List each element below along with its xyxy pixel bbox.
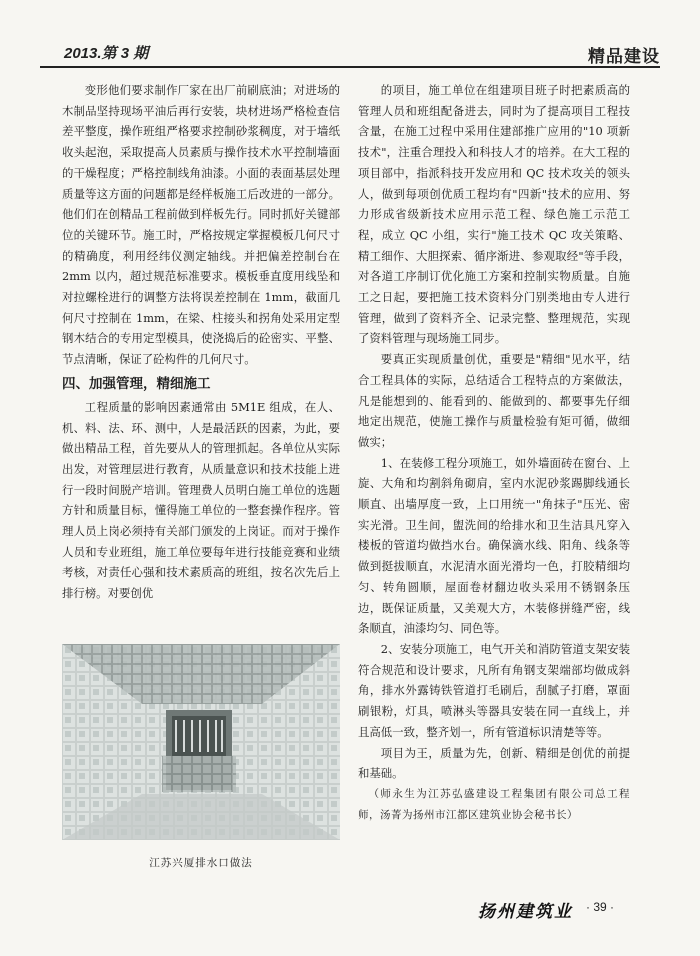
page-number: · 39 · [586, 900, 615, 914]
issue-label: 2013.第 3 期 [64, 45, 149, 62]
drain-photo [62, 644, 340, 840]
paragraph: 项目为王，质量为先，创新、精细是创优的前提和基础。 [358, 745, 630, 781]
paragraph: 要真正实现质量创优，重要是"精细"见水平，结合工程具体的实际，总结适合工程特点的方案做法，凡是能想到的、能看到的、能做到的、都要事先仔细地定出规范，使施工操作与质量检验有矩可循，做细做实； [358, 352, 630, 449]
left-column [62, 80, 340, 604]
drain-photo-image [62, 644, 340, 840]
section-title: 精品建设 [588, 47, 660, 67]
section-heading: 四、加强管理，精细施工 [62, 375, 211, 392]
paragraph: 工程质量的影响因素通常由 5M1E 组成，在人、机、料、法、环、测中，人是最活跃的因素，为此，要做出精品工程，首先要从人的管理抓起。各单位从实际出发，对管理层进行教育，从质量意识和技术技能上进行一段时间脱产培训。管理费人员明白施工单位的选题方针和质量目标，懂得施工单位的一整套操作程序。管理人员上岗必须持有关部门颁发的上岗证。而对于操作人员和专业班组，施工单位要每年进行技能竞赛和业绩考核，对责任心强和技术素质高的班组，按名次先后上排行榜。对要创优 [62, 399, 340, 601]
page-footer [478, 897, 638, 921]
paragraph: 1、在装修工程分项施工，如外墙面砖在窗台、上旋、大角和均割斜角砌肩，室内水泥砂浆踢脚线通长顺直、出墙厚度一致，上口用统一"角抹子"压光、密实光滑。卫生间，盥洗间的给排水和卫生洁具凡穿入楼板的管道均做挡水台。确保滴水线、阳角、线条等做到挺拔顺直，水泥清水面光滑均一色，打胶精细均匀、转角圆顺，屋面卷材翻边收头采用不锈钢条压边，既保证质量，又美观大方，木装修拼缝严密，线条顺直，油漆均匀、同色等。 [358, 455, 630, 636]
photo-caption: 江苏兴厦排水口做法 [149, 857, 253, 869]
magazine-logo: 扬州建筑业 [478, 902, 573, 922]
author-note: （师永生为江苏弘盛建设工程集团有限公司总工程师，汤菁为扬州市江都区建筑业协会秘书长） [358, 787, 630, 821]
paragraph: 2、安装分项施工，电气开关和消防管道支架安装符合规范和设计要求，凡所有角钢支架端部均做成斜角，排水外露铸铁管道打毛刷后，刮腻子打磨，罩面刷银粉，灯具，喷淋头等器具安装在同一直线上，并且高低一致，整齐划一，所有管道标识清楚等等。 [358, 641, 630, 739]
page-header [40, 42, 660, 68]
right-column [358, 80, 630, 825]
paragraph: 变形他们要求制作厂家在出厂前刷底油；对进场的木制品坚持现场平油后再行安装，块材进场严格检查信差平整度，操作班组严格要求控制砂浆稠度，对于墙纸收头起泡，采取提高人员素质与操作技术水平控制墙面的干燥程度；严格控制线角油漆。小面的表面基层处理质量等这方面的问题都是经样板施工后改进的一部分。他们们在创精品工程前做到样板先行。同时抓好关键部位的关键环节。施工时，严格按规定掌握模板几何尺寸的精确度，利用经纬仪测定轴线。并把偏差控制台在 2mm 以内，超过规范标准要求。模板垂直度用线坠和对拉螺栓进行的调整方法将误差控制在 1mm，截面几何尺寸控制在 1mm，在梁、柱接头和拐角处采用定型钢木结合的专用定型模具，使浇捣后的砼密实、平整、节点清晰，保证了砼构件的几何尺寸。 [62, 83, 340, 367]
paragraph: 的项目，施工单位在组建项目班子时把素质高的管理人员和班组配备进去，同时为了提高项目工程技含量，在施工过程中采用住建部推广应用的"10 项新技术"，注重合理投入和科技人才的培养。在大工程的项目部中，指派科技开发应用和 QC 技术攻关的领头人，做到每项创优质工程均有"四新"技术的应用、努力形成省级新技术应用示范工程、绿色施工示范工程，成立 QC 小组，实行"施工技术 QC 攻关策略、精工细作、大胆探索、循序渐进、参观取经"等手段，对各道工序制订优化施工方案和控制实物质量。自施工之日起，要把施工技术资料分门别类地由专人进行管理，做到了资料齐全、记录完整、整理规范，实现了资料管理与现场施工同步。 [358, 83, 630, 346]
